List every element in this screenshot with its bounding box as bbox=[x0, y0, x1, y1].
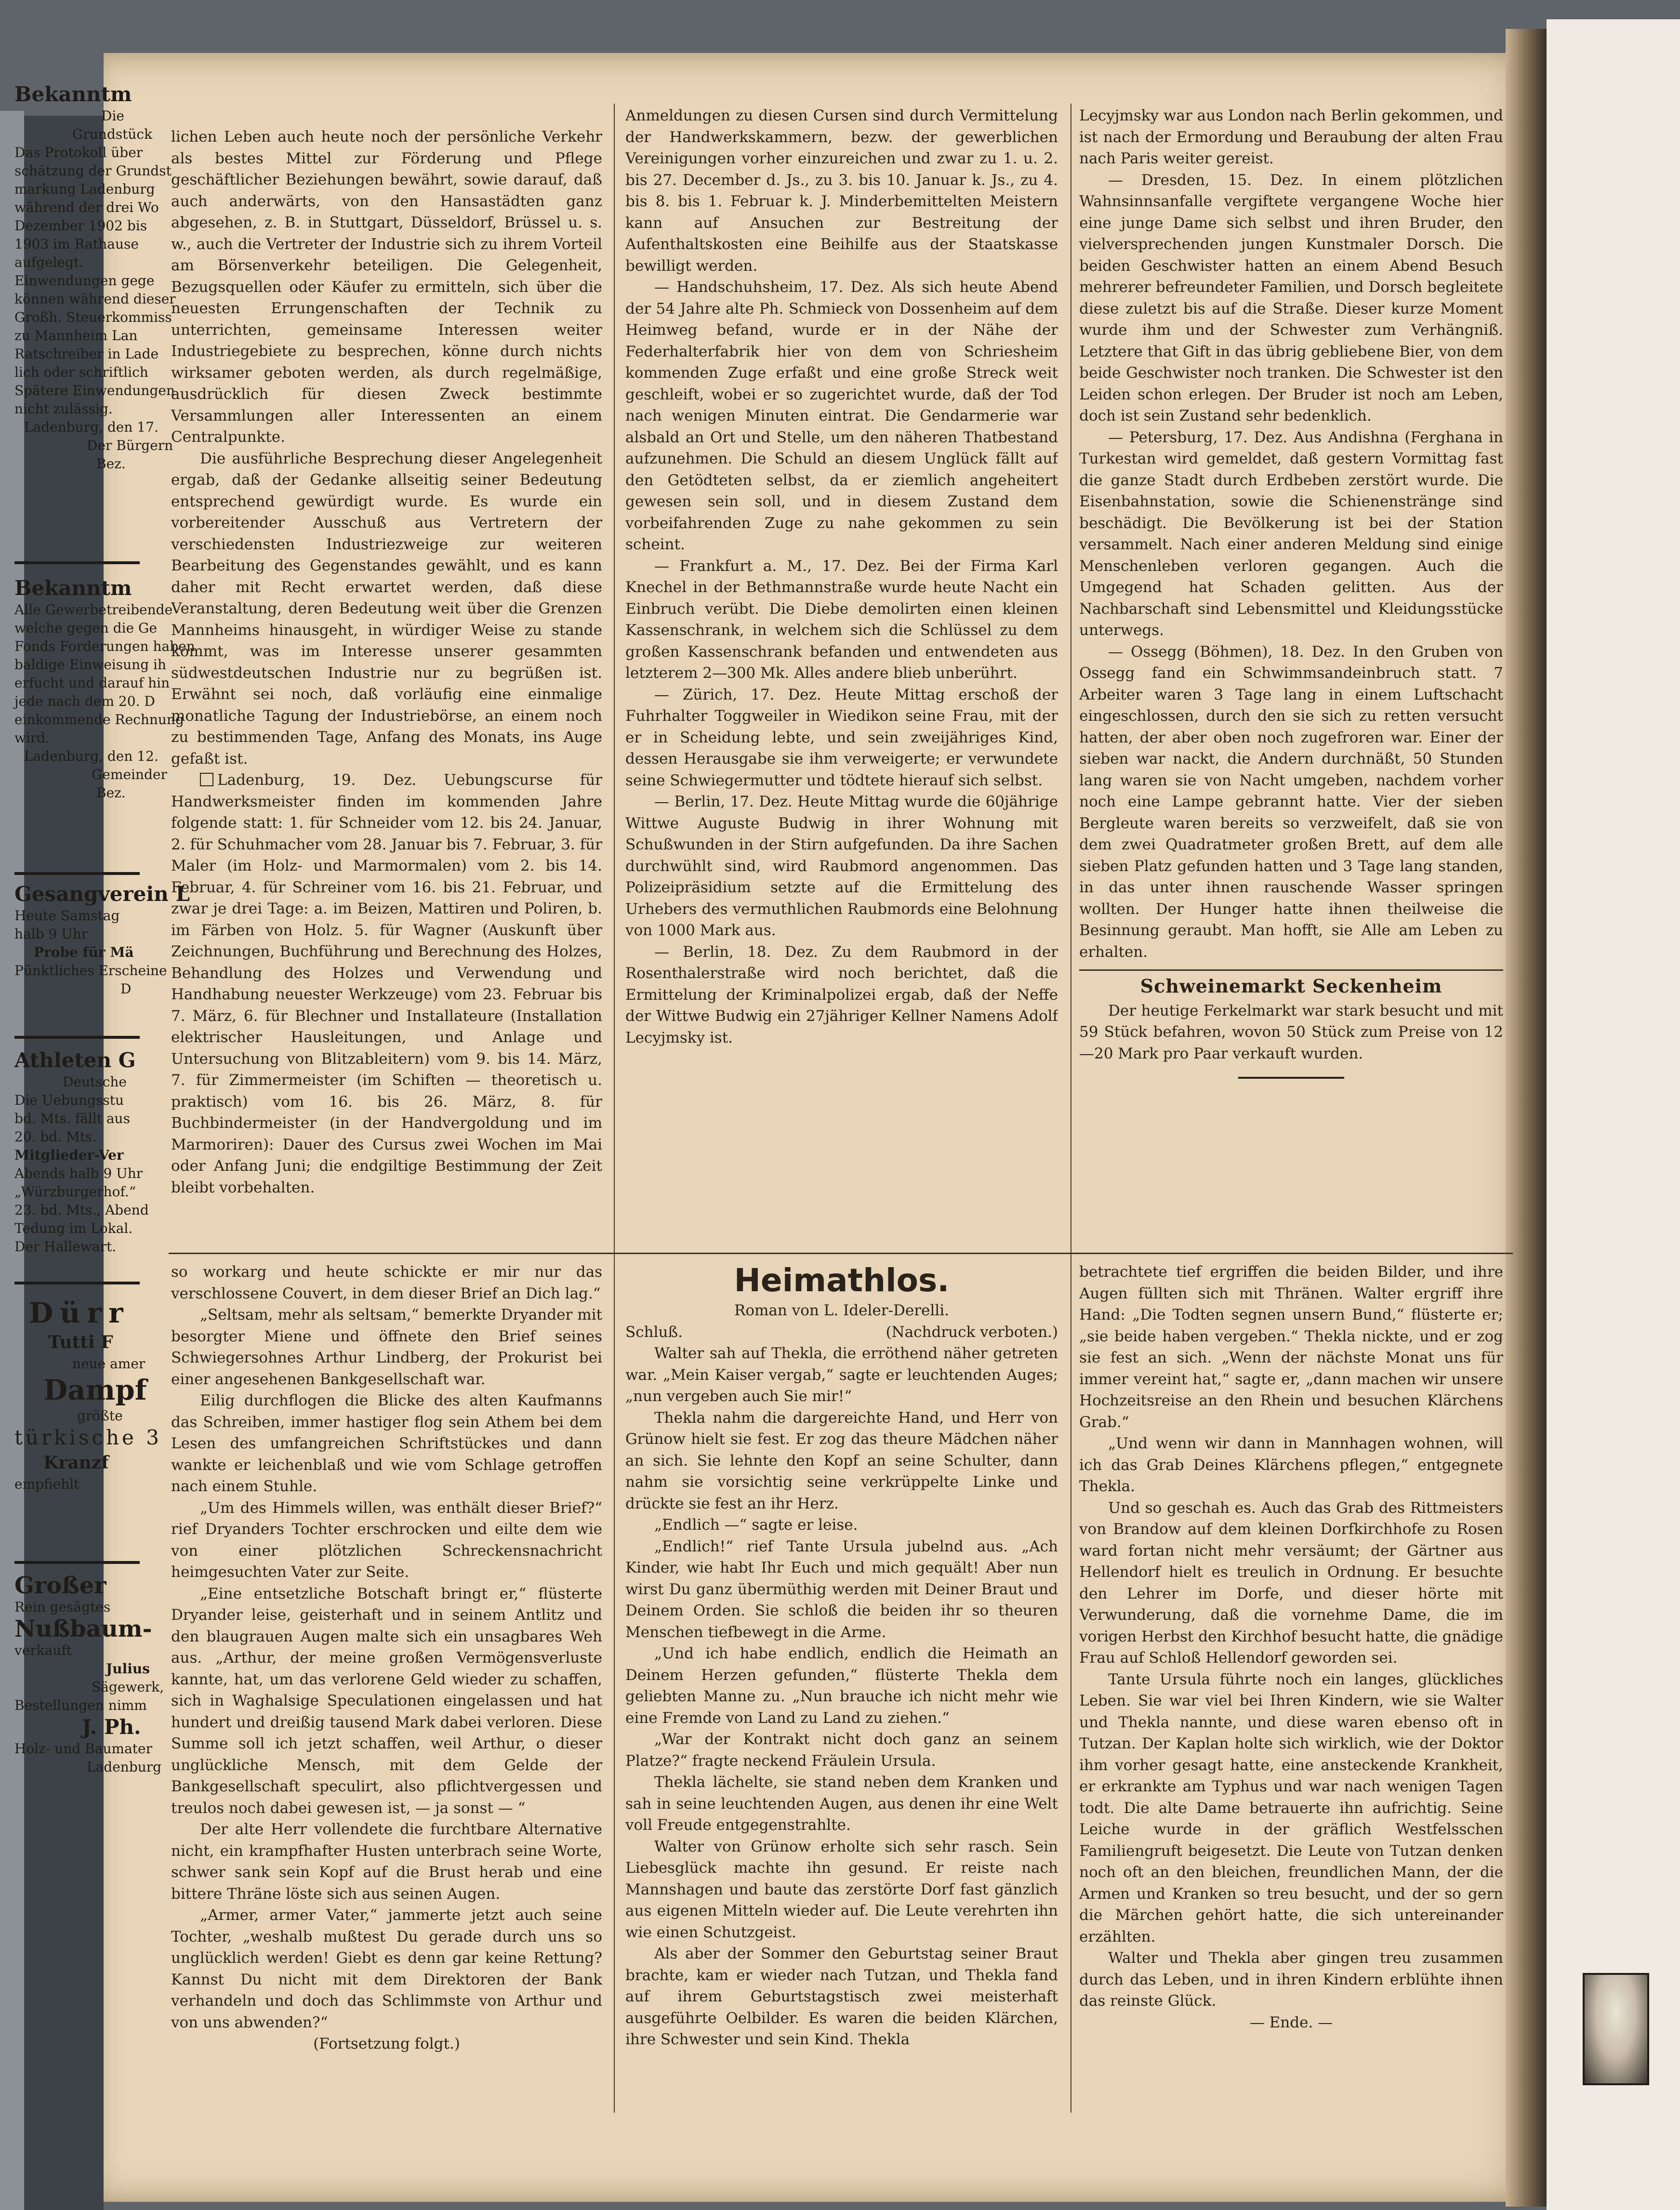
ad-text: Sägewerk, bbox=[92, 1679, 164, 1695]
ad-text: Julius bbox=[106, 1661, 150, 1677]
ad-text: Mitglieder-Ver bbox=[14, 1147, 124, 1163]
ad-heading: Nußbaum- bbox=[14, 1615, 152, 1642]
ad-heading: J. Ph. bbox=[82, 1715, 141, 1739]
ad-text: empfiehlt bbox=[14, 1476, 79, 1492]
paragraph: Der alte Herr vollendete die furchtbare Alternative nicht, ein krampfhafter Husten unterbrach seine Worte, schwer sank sein Kopf auf die Brust herab und eine bittere Thräne löste sich aus seinen Augen. bbox=[171, 1821, 602, 1903]
paragraph: Walter sah auf Thekla, die erröthend näher getreten war. „Mein Kaiser vergab,“ sagte er leuchtenden Auges; „nun vergeben auch Sie mir!“ bbox=[625, 1345, 1058, 1405]
ad-text: 1903 im Rathause bbox=[14, 236, 139, 252]
ad-text: Abends halb 9 Uhr bbox=[14, 1165, 143, 1181]
paragraph: Und so geschah es. Auch das Grab des Rittmeisters von Brandow auf dem kleinen Dorfkirchhofe zu Rosen ward fortan nicht mehr versäumt; der Gärtner aus Hellendorf hielt es treulich in Ordnung. Er besuchte den Lehrer im Dorfe, und dieser hörte mit Verwunderung, daß die vornehme Dame, die im vorigen Herbst den Kirchhof besucht hatte, die gnädige Frau auf Schloß Hellendorf geworden sei. bbox=[1079, 1499, 1503, 1667]
ad-heading: Großer bbox=[14, 1572, 106, 1599]
market-heading: Schweinemarkt Seckenheim bbox=[1140, 975, 1442, 997]
paragraph: „Und ich habe endlich, endlich die Heimath an Deinem Herzen gefunden,“ flüsterte Thekla dem geliebten Manne zu. „Nun brauche ich nicht mehr wie eine Fremde von Land zu Land zu ziehen.“ bbox=[625, 1645, 1058, 1727]
ad-text: Die bbox=[101, 108, 124, 124]
paragraph: „Armer, armer Vater,“ jammerte jetzt auch seine Tochter, „weshalb mußtest Du gerade durch uns so unglücklich werden! Giebt es denn gar keine Rettung? Kannst Du nicht mit dem Direktoren der Bank verhandeln und doch das Schlimmste von Arthur und von uns abwenden?“ bbox=[171, 1906, 602, 2031]
ad-text: Gemeinder bbox=[92, 767, 167, 782]
paragraph: „Und wenn wir dann in Mannhagen wohnen, will ich das Grab Deines Klärchens pflegen,“ entgegnete Thekla. bbox=[1079, 1435, 1503, 1495]
ad-heading: Athleten G bbox=[14, 1048, 136, 1072]
ad-text: neue amer bbox=[72, 1356, 146, 1372]
ad-text: Der Bürgern bbox=[87, 437, 173, 453]
paragraph: Anmeldungen zu diesen Cursen sind durch Vermittelung der Handwerkskammern, bezw. der gewerblichen Vereinigungen vorher einzureichen und zwar zu 1. u. 2. bis 27. December d. Js., zu 3. bis 10. Januar k. Js., zu 4. bis 8. bis 1. Februar k. J. Minderbemittelten Meistern kann auf Ansuchen zur Bestreitung der Aufenthaltskosten eine Beihilfe aus der Staatskasse bewilligt werden. bbox=[625, 107, 1058, 275]
reprint-notice: (Nachdruck verboten.) bbox=[886, 1323, 1058, 1341]
ad-text: erfucht und darauf hin bbox=[14, 675, 170, 691]
market-report: Der heutige Ferkelmarkt war stark besucht und mit 59 Stück befahren, wovon 50 Stück zum Preise von 12—20 Mark pro Paar verkauft wurden. bbox=[1079, 1002, 1503, 1062]
ad-heading: Dürr bbox=[29, 1297, 130, 1329]
news-column-2 bbox=[625, 105, 1058, 1249]
column-rule bbox=[614, 104, 615, 2113]
paragraph: Thekla lächelte, sie stand neben dem Kranken und sah in seine leuchtenden Augen, aus denen ihr eine Welt voll Freude entgegenstrahlte. bbox=[625, 1773, 1058, 1834]
ad-text: Ladenburg, den 12. bbox=[24, 748, 159, 764]
ad-text: Tutti F bbox=[48, 1332, 113, 1352]
ad-rule bbox=[14, 1282, 140, 1284]
ad-text: „Würzburgerhof.“ bbox=[14, 1184, 136, 1200]
facing-page-ads bbox=[14, 882, 190, 998]
news-item: — Ossegg (Böhmen), 18. Dez. In den Gruben von Ossegg fand ein Schwimmsandeinbruch statt. 7 Arbeiter waren 3 Tage lang in einem Luftschacht eingeschlossen, durch den sie sich zu retten versucht hatten, der aber oben noch zugefroren war. Einer der sieben war nackt, die Andern durchnäßt, 50 Stunden lang waren sie von Nacht umgeben, nachdem vorher noch eine Lampe gebrannt hatte. Vier der sieben Bergleute waren bereits so verzweifelt, daß sie von dem zwei Quadratmeter großen Brett, auf dem alle sieben Platz gefunden hatten und 3 Tage lang standen, in das unter ihnen rauschende Wasser springen wollten. Der Hunger hatte ihnen theilweise die Besinnung geraubt. Man hofft, sie Alle am Leben zu erhalten. bbox=[1079, 643, 1503, 961]
ad-text: welche gegen die Ge bbox=[14, 620, 157, 636]
facing-page-ads bbox=[14, 1048, 149, 1256]
facing-page-ads bbox=[14, 1573, 164, 1776]
ad-text: Das Protokoll über bbox=[14, 145, 143, 160]
paragraph: „War der Kontrakt nicht doch ganz an seinem Platze?“ fragte neckend Fräulein Ursula. bbox=[625, 1731, 1058, 1770]
ad-text: 20. bd. Mts. bbox=[14, 1129, 97, 1145]
ad-text: aufgelegt. bbox=[14, 254, 84, 270]
ad-text: Pünktliches Erscheine bbox=[14, 963, 167, 979]
news-item: — Handschuhsheim, 17. Dez. Als sich heute Abend der 54 Jahre alte Ph. Schmieck von Dossenheim auf dem Heimweg befand, wurde er in der Nähe der Federhalterfabrik hier von dem von Schriesheim kommenden Zuge erfaßt und eine große Streck weit geschleift, wobei er so zugerichtet wurde, daß der Tod nach wenigen Minuten eintrat. Die Gendarmerie war alsbald an Ort und Stelle, um den näheren Thatbestand aufzunehmen. Die Schuld an diesem Unglück fällt auf den Getödteten selbst, da er ziemlich angeheitert gewesen sein soll, und in diesem Zustand dem vorbeifahrenden Zuge zu nahe gekommen zu sein scheint. bbox=[625, 278, 1058, 553]
paragraph: Thekla nahm die dargereichte Hand, und Herr von Grünow hielt sie fest. Er zog das theure Mädchen näher an sich. Sie lehnte den Kopf an seine Schulter, dann nahm sie vorsichtig seine verkrüppelte Linke und drückte sie fest an ihr Herz. bbox=[625, 1409, 1058, 1512]
paragraph: „Endlich!“ rief Tante Ursula jubelnd aus. „Ach Kinder, wie habt Ihr Euch und mich gequält! Aber nun wirst Du ganz übermüthig werden mit Deiner Braut und Deinem Orden. Sie schloß die beiden ihr so theuren Menschen tiefbewegt in die Arme. bbox=[625, 1537, 1058, 1641]
news-item: — Berlin, 17. Dez. Heute Mittag wurde die 60jährige Wittwe Auguste Budwig in ihrer Wohnung mit Schußwunden in der Stirn aufgefunden. Da ihre Sachen durchwühlt sind, wird Raubmord angenommen. Das Polizeipräsidium setzte auf die Ermittelung des Urhebers des vermuthlichen Raubmords eine Belohnung von 1000 Mark aus. bbox=[625, 793, 1058, 939]
paragraph: betrachtete tief ergriffen die beiden Bilder, und ihre Augen füllten sich mit Thränen. Walter ergriff ihre Hand: „Die Todten segnen unsern Bund,“ flüsterte er; „sie beide haben vergeben.“ Thekla nickte, und er zog sie fest an sich. „Wenn der nächste Monat uns für immer vereint hat,“ sagte er, „dann machen wir unsere Hochzeitsreise an den Rhein und besuchen Klärchens Grab.“ bbox=[1079, 1263, 1503, 1431]
paragraph: „Seltsam, mehr als seltsam,“ bemerkte Dryander mit besorgter Miene und öffnete den Brief seines Schwiegersohnes Arthur Lindberg, der Prokurist bei einer angesehenen Bankgesellschaft war. bbox=[171, 1306, 602, 1388]
ad-rule bbox=[14, 1036, 140, 1039]
ad-text: Grundstück bbox=[72, 126, 153, 142]
news-item: — Petersburg, 17. Dez. Aus Andishna (Ferghana in Turkestan wird gemeldet, daß gestern Vormittag fast die ganze Stadt durch Erdbeben zerstört wurde. Die Eisenbahnstation, sowie die Schienenstränge sind beschädigt. Die Bevölkerung ist bei der Station versammelt. Nach einer anderen Meldung sind einige Menschenleben verloren gegangen. Auch die Umgegend hat Schaden gelitten. Aus der Nachbarschaft sind Lebensmittel und Kleidungsstücke unterwegs. bbox=[1079, 428, 1503, 639]
news-item: — Dresden, 15. Dez. In einem plötzlichen Wahnsinnsanfalle vergiftete vergangene Woche hier eine junge Dame sich selbst und ihren Bruder, den vielversprechenden jungen Kunstmaler Dorsch. Die beiden Geschwister hatten an einem Abend Besuch mehrerer befreundeter Familien, und Dorsch begleitete diese zuletzt bis auf die Straße. Dieser kurze Moment wurde ihm und der Schwester zum Verhängniß. Letztere that Gift in das übrig gebliebene Bier, von dem beide Geschwister noch tranken. Die Schwester ist den Leiden schon erlegen. Der Bruder ist noch am Leben, doch ist sein Zustand sehr bedenklich. bbox=[1079, 171, 1503, 424]
ad-text: Bez. bbox=[96, 785, 126, 801]
paragraph: Walter und Thekla aber gingen treu zusammen durch das Leben, und in ihren Kindern erblühte ihnen das reinste Glück. bbox=[1079, 1949, 1503, 2010]
ad-text: baldige Einweisung ih bbox=[14, 657, 167, 673]
ad-text: können während dieser bbox=[14, 291, 176, 307]
ad-text: Bestellungen nimm bbox=[14, 1697, 147, 1713]
novel-title: Heimathlos. bbox=[734, 1262, 950, 1299]
news-item: — Zürich, 17. Dez. Heute Mittag erschoß der Fuhrhalter Toggweiler in Wiedikon seine Frau, mit der er in Scheidung lebte, und sein zweijähriges Kind, dessen Herausgabe sie ihm verweigerte; er verwundete seine Schwiegermutter und tödtete hierauf sich selbst. bbox=[625, 686, 1058, 789]
ad-text: Bez. bbox=[96, 456, 126, 472]
ad-text: Der Hallewart. bbox=[14, 1239, 117, 1255]
paragraph: „Eine entsetzliche Botschaft bringt er,“ flüsterte Dryander leise, geisterhaft und in seinem Antlitz und den blaugrauen Augen malte sich ein unsagbares Weh aus. „Arthur, der meine großen Vermögensverluste kannte, hat, um das verlorene Geld wieder zu schaffen, sich in Waghalsige Speculationen eingelassen und hat hundert und dreißig tausend Mark dabei verloren. Diese Summe soll ich jetzt schaffen, weil Arthur, o dieser unglückliche Mensch, mit dem Gelde der Bankgesellschaft speculirt, also pflichtvergessen und treulos noch dabei gewesen ist, — ja sonst — “ bbox=[171, 1585, 602, 1817]
square-bullet-icon bbox=[200, 773, 213, 786]
ad-text: Spätere Einwendungen bbox=[14, 383, 175, 398]
ad-text: schätzung der Grundst bbox=[14, 163, 172, 179]
ad-text: Holz- und Baumater bbox=[14, 1741, 152, 1757]
ad-text: einkommende Rechnung bbox=[14, 712, 184, 728]
ad-heading: Gesangverein L bbox=[14, 882, 190, 906]
ad-text: Probe für Mä bbox=[34, 944, 134, 960]
novel-column-2 bbox=[625, 1261, 1058, 2129]
ad-text: größte bbox=[77, 1408, 123, 1424]
ad-text: verkauft bbox=[14, 1642, 72, 1658]
ad-text: Ladenburg, den 17. bbox=[24, 419, 159, 435]
ad-text: Alle Gewerbetreibende bbox=[14, 602, 173, 618]
news-column-1 bbox=[171, 126, 602, 1249]
ad-text: Dezember 1902 bis bbox=[14, 218, 147, 234]
novel-author: Roman von L. Ideler-Derelli. bbox=[734, 1302, 949, 1319]
paragraph: „Um des Himmels willen, was enthält dieser Brief?“ rief Dryanders Tochter erschrocken und eilte dem wie von einer plötzlichen Schreckensnachricht heimgesuchten Vater zur Seite. bbox=[171, 1499, 602, 1581]
news-item: — Berlin, 18. Dez. Zu dem Raubmord in der Rosenthalerstraße wird noch berichtet, daß die Ermittelung der Kriminalpolizei ergab, daß der Neffe der Wittwe Budwig ein 27jähriger Kellner Namens Adolf Lecyjmsky ist. bbox=[625, 943, 1058, 1046]
ad-text: Tedung im Lokal. bbox=[14, 1220, 133, 1236]
ad-text: Kranzf bbox=[43, 1453, 109, 1473]
ad-text: Rein gesägtes bbox=[14, 1599, 111, 1615]
news-item: — Frankfurt a. M., 17. Dez. Bei der Firma Karl Knechel in der Bethmannstraße wurde heute Nacht ein Einbruch verübt. Die Diebe demolirten einen kleinen Kassenschrank, in welchem sich die Schlüssel zu dem großen Kassenschrank befanden und entwendeten aus letzterem 2—300 Mk. Alles andere blieb unberührt. bbox=[625, 557, 1058, 682]
paragraph: so workarg und heute schickte er mir nur das verschlossene Couvert, in dem dieser Brief an Dich lag.“ bbox=[171, 1263, 602, 1302]
paragraph: Tante Ursula führte noch ein langes, glückliches Leben. Sie war viel bei Ihren Kindern, wie sie Walter und Thekla nannte, und diese waren ebenso oft in Tutzan. Der Kaplan holte sich wirklich, wie der Doktor ihm vorher gesagt hatte, eine ansteckende Krankheit, er erkrankte am Typhus und war nach wenigen Tagen todt. Die alte Dame betrauerte ihn aufrichtig. Seine Leiche wurde in der gräflich Westfelsschen Familiengruft beigesetzt. Die Leute von Tutzan denken noch oft an den bleichen, freundlichen Mann, der die Armen und Kranken so treu besucht, und der so gern die Märchen gehört hatte, die sich untereinander erzählten. bbox=[1079, 1670, 1503, 1945]
ad-text: wird. bbox=[14, 730, 50, 746]
ad-text: halb 9 Uhr bbox=[14, 926, 88, 942]
ad-heading: Bekanntm bbox=[14, 576, 132, 600]
ad-text: D bbox=[120, 981, 132, 997]
paragraph: Lecyjmsky war aus London nach Berlin gekommen, und ist nach der Ermordung und Beraubung der alten Frau nach Paris weiter gereist. bbox=[1079, 107, 1503, 167]
portrait-image bbox=[1583, 1973, 1649, 2085]
paragraph: Die ausführliche Besprechung dieser Angelegenheit ergab, daß der Gedanke allseitig seiner Bedeutung entsprechend gewürdigt wurde. Es wurde ein vorbereitender Ausschuß aus Vertretern der verschiedensten Industriezweige zur weiteren Bearbeitung des Gegenstandes gewählt, und es kann daher mit Recht erwartet werden, daß diese Veranstaltung, deren Bedeutung weit über die Grenzen Mannheims hinausgeht, in würdiger Weise zu stande kommt, was im Interesse unserer gesammten südwestdeutschen Industrie nur zu begrüßen ist. Erwähnt sei noch, daß vorläufig eine einmalige monatliche Tagung der Industriebörse, an einem noch zu bestimmenden Tage, Anfang des Monats, ins Auge gefaßt ist. bbox=[171, 450, 602, 768]
ad-text: zu Mannheim Lan bbox=[14, 328, 138, 344]
novel-column-1 bbox=[171, 1261, 602, 2129]
facing-page-ads bbox=[14, 576, 195, 802]
novel-column-3 bbox=[1079, 1261, 1503, 2129]
facing-page-ads bbox=[14, 82, 176, 473]
ad-text: Heute Samstag bbox=[14, 908, 120, 924]
ad-text: Ladenburg bbox=[87, 1759, 162, 1775]
ad-text: türkische 3 bbox=[14, 1426, 162, 1449]
ad-text: nicht zulässig. bbox=[14, 401, 113, 417]
paragraph: Walter von Grünow erholte sich sehr rasch. Sein Liebesglück machte ihn gesund. Er reiste nach Mannshagen und baute das zerstörte Dorf fast gänzlich aus eigenen Mitteln wieder auf. Die Leute verehrten ihn wie einen Schutzgeist. bbox=[625, 1838, 1058, 1941]
ad-heading: Bekanntm bbox=[14, 82, 132, 106]
ad-text: Die Uebungsstu bbox=[14, 1092, 124, 1108]
ad-heading: Dampf bbox=[43, 1374, 147, 1406]
ad-text: während der drei Wo bbox=[14, 199, 159, 215]
end-mark: — Ende. — bbox=[1249, 2013, 1333, 2031]
book-gutter bbox=[1506, 29, 1549, 2207]
ad-text: Deutsche bbox=[63, 1074, 127, 1090]
item-rule bbox=[1079, 969, 1503, 971]
paragraph: „Endlich —“ sagte er leise. bbox=[654, 1516, 858, 1534]
end-rule bbox=[1238, 1077, 1344, 1079]
novel-part: Schluß. bbox=[625, 1323, 683, 1341]
facing-page-ads bbox=[14, 1296, 162, 1494]
news-item-ladenburg bbox=[171, 769, 602, 1198]
ad-text: Einwendungen gege bbox=[14, 273, 155, 289]
ad-text: jede nach dem 20. D bbox=[14, 693, 155, 709]
ad-text: Großh. Steuerkommiss bbox=[14, 309, 172, 325]
novel-subline bbox=[625, 1322, 1058, 1343]
continuation-note: (Fortsetzung folgt.) bbox=[313, 2035, 460, 2052]
ad-text: 23. bd. Mts., Abend bbox=[14, 1202, 149, 1218]
facing-page bbox=[1547, 19, 1680, 2210]
ad-text: markung Ladenburg bbox=[14, 181, 155, 197]
ad-text: lich oder schriftlich bbox=[14, 364, 148, 380]
ad-text: bd. Mts. fällt aus bbox=[14, 1111, 130, 1126]
ad-text: Ratschreiber in Lade bbox=[14, 346, 159, 362]
ad-text: Fonds Forderungen haben bbox=[14, 638, 195, 654]
paragraph: Ladenburg, 19. Dez. Uebungscurse für Handwerksmeister finden im kommenden Jahre folgende statt: 1. für Schneider vom 12. bis 24. Januar, 2. für Schuhmacher vom 28. Januar bis 7. Februar, 3. für Maler (im Holz- und Marmormalen) vom 2. bis 14. Februar, 4. für Schreiner vom 16. bis 21. Februar, und zwar je drei Tage: a. im Beizen, Mattiren und Poliren, b. im Färben von Holz. 5. für Wagner (Auskunft über Zeichnungen, Buchführung und Berechnung des Holzes, Behandlung des Holzes und Verwendung und Handhabung neuester Werkzeuge) vom 23. Februar bis 7. März, 6. für Blechner und Installateure (Installation elektrischer Hausleitungen, und Anlage und Untersuchung von Blitzableitern) vom 9. bis 14. März, 7. für Zimmermeister (im Schiften — theoretisch u. praktisch) vom 16. bis 26. März, 8. für Buchbindermeister (in der Handvergoldung und im Marmoriren): Dauer des Cursus zwei Wochen im Mai oder Anfang Juni; die endgiltige Bestimmung der Zeit bleibt vorbehalten. bbox=[171, 771, 602, 1196]
paragraph: Als aber der Sommer den Geburtstag seiner Braut brachte, kam er wieder nach Tutzan, und Thekla fand auf ihrem Geburtstagstisch zwei meisterhaft ausgeführte Oelbilder. Es waren die beiden Klärchen, ihre Schwester und sein Kind. Thekla bbox=[625, 1945, 1058, 2048]
news-column-3 bbox=[1079, 105, 1503, 1249]
ad-rule bbox=[14, 872, 140, 875]
ad-rule bbox=[14, 561, 140, 564]
section-rule bbox=[169, 1253, 1513, 1254]
paragraph: Eilig durchflogen die Blicke des alten Kaufmanns das Schreiben, immer hastiger flog sein Athem bei dem Lesen des umfangreichen Schriftstückes und dann wankte er leichenblaß und wie vom Schlage getroffen nach einem Stuhle. bbox=[171, 1392, 602, 1495]
ad-rule bbox=[14, 1561, 140, 1564]
paragraph: lichen Leben auch heute noch der persönliche Verkehr als bestes Mittel zur Förderung und Pflege geschäftlicher Beziehungen bewährt, sowie darauf, daß auch anderwärts, von den Hansastädten ganz abgesehen, z. B. in Stuttgart, Düsseldorf, Brüssel u. s. w., auch die Vertreter der Industrie sich zu ihrem Vorteil am Börsenverkehr beteiligen. Die Gelegenheit, Bezugsquellen oder Käufer zu ermitteln, sich über die neuesten Errungenschaften der Technik zu unterrichten, gemeinsame Interessen weiter Industriegebiete zu besprechen, könne durch nichts wirksamer geboten werden, als durch regelmäßige, ausdrücklich für diesen Zweck bestimmte Versammlungen aller Interessenten an einem Centralpunkte. bbox=[171, 128, 602, 446]
